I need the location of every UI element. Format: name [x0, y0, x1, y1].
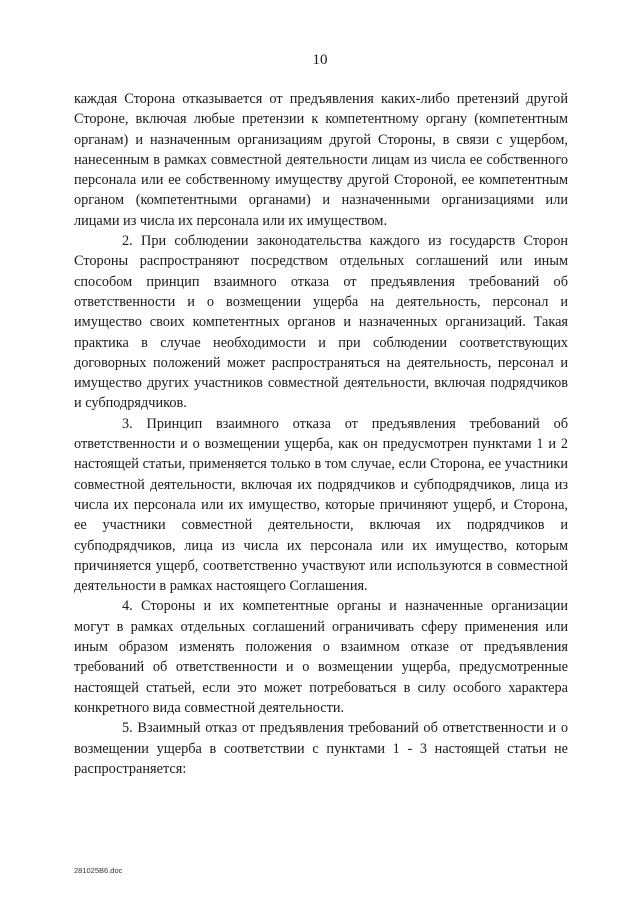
document-file-code: 281025B6.doc: [74, 866, 123, 875]
paragraph-4: 4. Стороны и их компетентные органы и назначенные организации могут в рамках отдельных соглашений ограничивать сферу применения или иным образом изменять положения о взаимном отказе от предъявления требований об ответственности и о возмещении ущерба, предусмотренные настоящей статьей, если это может потребоваться в силу особого характера конкретного вида совместной деятельности.: [74, 598, 568, 716]
paragraph-3: 3. Принцип взаимного отказа от предъявления требований об ответственности и о возмещении ущерба, как он предусмотрен пунктами 1 и 2 настоящей статьи, применяется только в том случае, если Сторона, ее участники совместной деятельности, включая их подрядчиков и субподрядчиков, лица из числа их персонала или их имущество, которые причиняют ущерб, и Сторона, ее участники совместной деятельности, включая их подрядчиков и субподрядчиков, лица из числа их персонала или их имущество, которым причиняется ущерб, соответственно участвуют или используются в совместной деятельности в рамках настоящего Соглашения.: [74, 415, 568, 595]
page-number: 10: [312, 52, 328, 68]
paragraph-5: 5. Взаимный отказ от предъявления требований об ответственности и о возмещении ущерба в соответствии с пунктами 1 - 3 настоящей статьи не распространяется:: [74, 720, 568, 777]
document-body: [74, 89, 568, 779]
paragraph-continuation: каждая Сторона отказывается от предъявления каких-либо претензий другой Стороне, включая любые претензии к компетентному органу (компетентным органам) и назначенным организациям другой Стороны, в связи с ущербом, нанесенным в рамках совместной деятельности лицам из числа ее собственного персонала или ее собственному имуществу другой Стороной, ее компетентным органом (компетентными органами) и назначенными организациями или лицами из числа их персонала или их имуществом.: [74, 91, 568, 229]
paragraph-2: 2. При соблюдении законодательства каждого из государств Сторон Стороны распространяют посредством отдельных соглашений или иным способом принцип взаимного отказа от предъявления требований об ответственности и о возмещении ущерба на деятельность, персонал и имущество своих компетентных органов и назначенных организаций. Такая практика в случае необходимости и при соблюдении соответствующих договорных положений может распространяться на деятельность, персонал и имущество других участников совместной деятельности, включая подрядчиков и субподрядчиков.: [74, 233, 568, 412]
